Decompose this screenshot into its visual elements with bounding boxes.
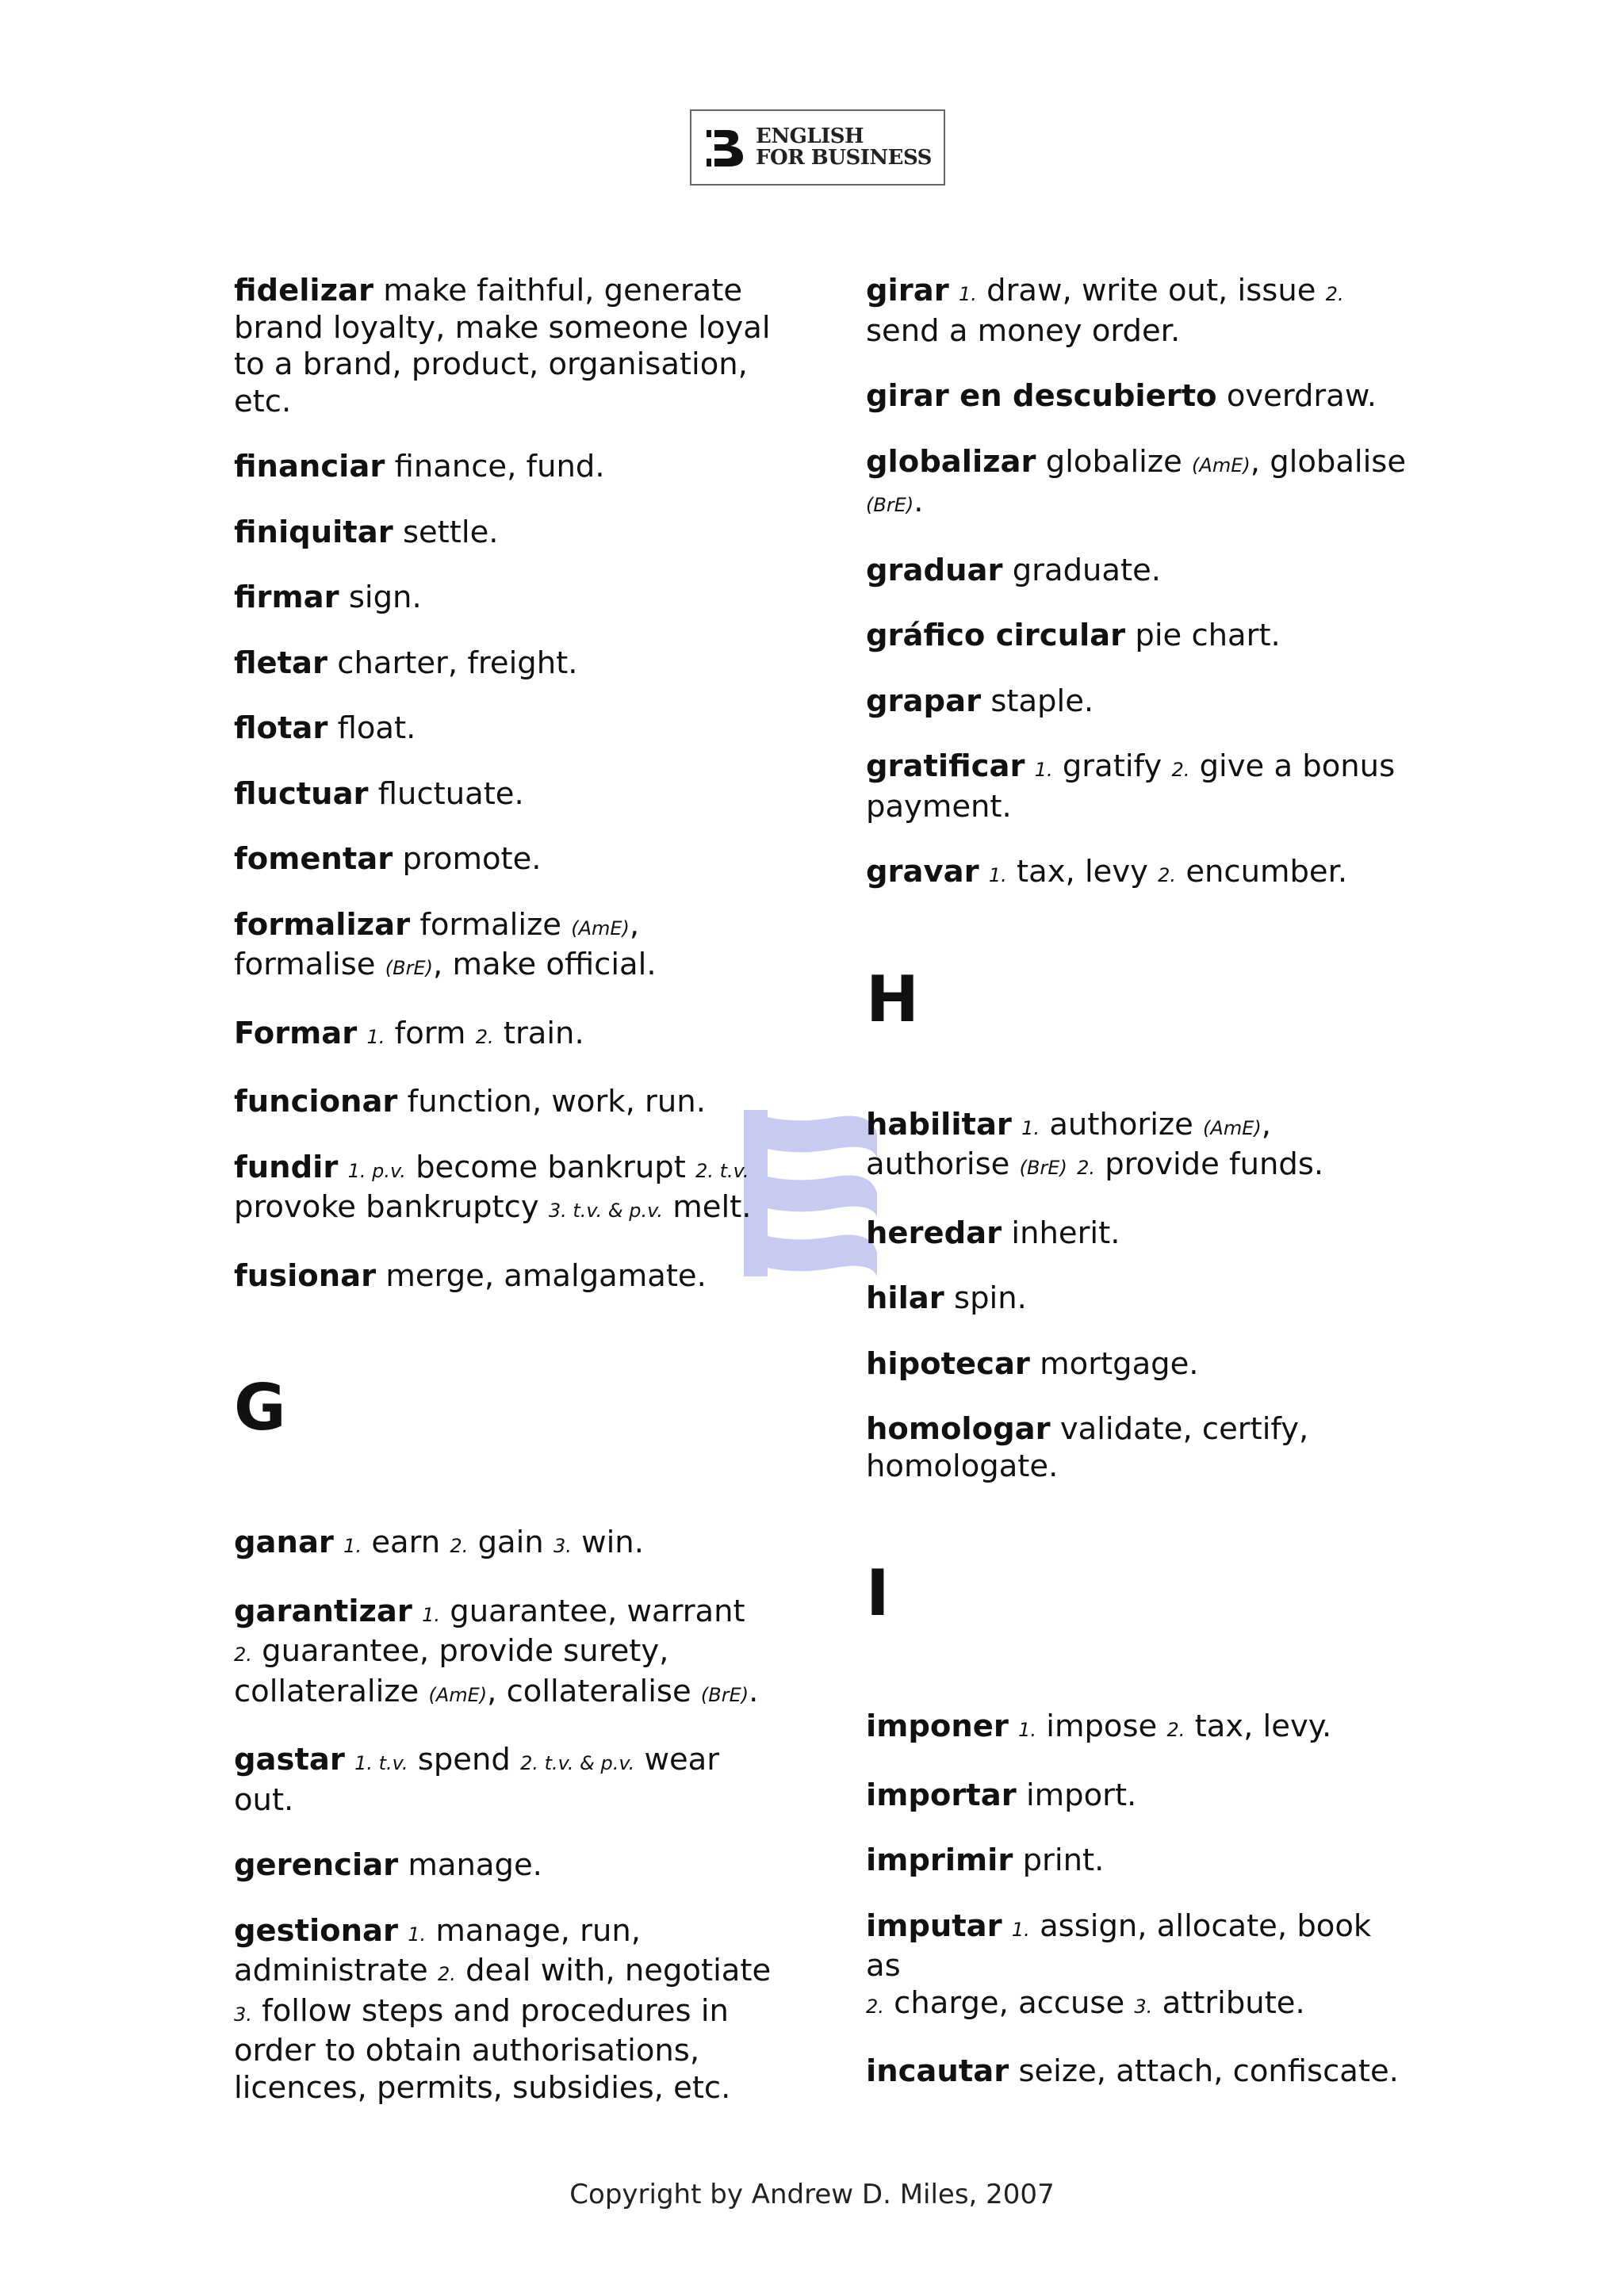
dictionary-entry	[866, 273, 1413, 350]
headword: fomentar	[234, 841, 393, 877]
dictionary-entry	[866, 1843, 1413, 1880]
dictionary-entry	[866, 1215, 1413, 1253]
translation: print.	[1022, 1843, 1105, 1878]
usage-note: (AmE)	[428, 1683, 488, 1706]
translation: spin.	[954, 1280, 1027, 1316]
sense-number: 2.	[1158, 864, 1177, 886]
sense-number: 2.	[234, 1644, 252, 1666]
translation: gratify	[1062, 748, 1162, 784]
dictionary-entry	[866, 1908, 1413, 2026]
translation: seize, attach, confiscate.	[1018, 2053, 1399, 2089]
headword: gratificar	[866, 748, 1025, 784]
usage-note: (BrE)	[1019, 1157, 1067, 1179]
dictionary-entry	[234, 645, 781, 683]
translation: authorize	[1049, 1106, 1193, 1142]
dictionary-entry	[234, 1913, 781, 2107]
translation: follow steps and procedures in order to obtain authorisations, licences, permits, subsidies, etc.	[234, 1992, 731, 2106]
sense-number: 1.	[422, 1603, 441, 1626]
headword: gravar	[866, 854, 979, 890]
dictionary-entry	[866, 1107, 1413, 1187]
translation: provide funds.	[1105, 1146, 1324, 1182]
sense-number: 3.	[1134, 1995, 1153, 2018]
headword: hilar	[866, 1280, 944, 1316]
sense-number: 2. t.v. & p.v.	[520, 1752, 635, 1774]
translation: become bankrupt	[416, 1149, 686, 1185]
dictionary-entry	[234, 1084, 781, 1121]
headword: gerenciar	[234, 1847, 399, 1883]
sense-number: 1.	[366, 1025, 385, 1048]
dictionary-entry	[234, 776, 781, 813]
logo-line-1: ENGLISH	[756, 124, 864, 148]
logo-line-2: FOR BUSINESS	[756, 146, 932, 170]
headword: homologar	[866, 1411, 1051, 1447]
sense-number: 1.	[988, 864, 1007, 886]
sense-number: 3.	[234, 2003, 252, 2026]
translation: mortgage.	[1040, 1345, 1199, 1382]
translation: wear out.	[234, 1742, 720, 1818]
section-letter-g: G	[234, 1371, 286, 1445]
sense-number: 1.	[1011, 1918, 1030, 1941]
translation: merge, amalgamate.	[385, 1257, 707, 1294]
headword: gestionar	[234, 1912, 399, 1949]
headword: finiquitar	[234, 514, 393, 550]
translation: win.	[581, 1525, 644, 1560]
eb-logo-icon	[703, 125, 748, 170]
translation: guarantee, warrant	[450, 1593, 745, 1629]
dictionary-entry	[234, 1525, 781, 1565]
translation: gain	[477, 1525, 544, 1560]
sense-number: 2.	[1171, 759, 1190, 781]
sense-number: 2.	[1166, 1719, 1185, 1741]
sense-number: 1.	[1018, 1719, 1036, 1741]
section-letter-i: I	[866, 1556, 890, 1630]
sense-number: 2.	[475, 1025, 494, 1048]
translation: send a money order.	[866, 312, 1181, 349]
translation: assign, allocate, book as	[866, 1908, 1372, 1984]
logo-wordmark	[756, 126, 932, 169]
headword: globalizar	[866, 443, 1036, 480]
dictionary-entry	[866, 1777, 1413, 1815]
sense-number: 2.	[1077, 1157, 1095, 1179]
dictionary-entry	[234, 1150, 781, 1230]
usage-note: (BrE)	[700, 1683, 749, 1706]
translation: give a bonus payment.	[866, 748, 1396, 825]
headword: importar	[866, 1777, 1017, 1813]
dictionary-entry	[234, 273, 781, 420]
sense-number: 1.	[343, 1535, 362, 1557]
translation: overdraw.	[1226, 378, 1377, 414]
headword: gastar	[234, 1742, 345, 1777]
headword: garantizar	[234, 1593, 412, 1629]
sense-number: 3.	[553, 1535, 572, 1557]
translation: deal with, negotiate	[465, 1953, 772, 1988]
translation: , make official.	[432, 947, 657, 982]
usage-note: (AmE)	[1203, 1116, 1262, 1139]
sense-number: 2.	[1325, 283, 1344, 305]
translation: float.	[337, 710, 416, 746]
sense-number: 3. t.v. & p.v.	[548, 1200, 664, 1222]
translation: train.	[503, 1015, 584, 1051]
translation: staple.	[990, 683, 1094, 719]
publisher-logo	[690, 109, 945, 186]
translation: formalize	[419, 906, 561, 943]
translation: , globalise	[1250, 443, 1407, 480]
dictionary-entry	[866, 1346, 1413, 1383]
headword: habilitar	[866, 1106, 1012, 1142]
translation: finance, fund.	[394, 449, 605, 484]
dictionary-entry	[234, 1016, 781, 1056]
translation: promote.	[402, 841, 542, 877]
dictionary-entry	[866, 748, 1413, 825]
copyright-footer: Copyright by Andrew D. Miles, 2007	[569, 2179, 1055, 2210]
translation: tax, levy.	[1194, 1709, 1332, 1744]
translation: manage.	[408, 1847, 542, 1883]
headword: incautar	[866, 2053, 1009, 2089]
translation: globalize	[1045, 443, 1182, 480]
headword: fidelizar	[234, 273, 373, 308]
translation: earn	[371, 1525, 441, 1560]
right-column	[866, 273, 1413, 2119]
usage-note: (AmE)	[571, 916, 630, 939]
dictionary-entry	[234, 841, 781, 878]
sense-number: 2.	[866, 1995, 884, 2018]
dictionary-entry	[234, 1847, 781, 1885]
dictionary-entry	[234, 449, 781, 486]
headword: firmar	[234, 580, 339, 615]
dictionary-entry	[866, 854, 1413, 894]
headword: ganar	[234, 1525, 334, 1560]
headword: imprimir	[866, 1843, 1013, 1878]
usage-note: (BrE)	[866, 494, 914, 516]
translation: provoke bankruptcy	[234, 1189, 539, 1225]
sense-number: 2.	[450, 1535, 469, 1557]
headword: girar en descubierto	[866, 378, 1217, 414]
translation: , formalise	[234, 906, 640, 982]
dictionary-entry	[234, 710, 781, 748]
headword: flotar	[234, 710, 328, 746]
sense-number: 2. t.v.	[695, 1159, 749, 1182]
dictionary-entry	[866, 2053, 1413, 2091]
dictionary-entry	[234, 907, 781, 987]
headword: financiar	[234, 449, 385, 484]
translation: charge, accuse	[894, 1984, 1125, 2021]
translation: settle.	[402, 514, 499, 550]
translation: pie chart.	[1135, 618, 1281, 653]
usage-note: (AmE)	[1192, 453, 1251, 476]
headword: fusionar	[234, 1257, 377, 1294]
translation: encumber.	[1185, 854, 1348, 890]
translation: sign.	[348, 580, 422, 615]
translation: guarantee, provide surety, collateralize	[234, 1633, 669, 1709]
sense-number: 1.	[408, 1923, 427, 1946]
dictionary-entry	[234, 1742, 781, 1819]
dictionary-entry	[234, 580, 781, 617]
sense-number: 1.	[1021, 1116, 1040, 1139]
section-letter-h: H	[866, 962, 919, 1036]
translation: function, work, run.	[407, 1084, 706, 1119]
headword: imponer	[866, 1709, 1009, 1744]
sense-number: 1.	[1034, 759, 1053, 781]
headword: heredar	[866, 1215, 1002, 1251]
dictionary-entry	[234, 1594, 781, 1714]
usage-note: (BrE)	[385, 957, 433, 979]
translation: validate, certify, homologate.	[866, 1411, 1309, 1484]
translation: impose	[1046, 1709, 1158, 1744]
sense-number: 1. p.v.	[347, 1159, 406, 1182]
dictionary-entry	[866, 1411, 1413, 1485]
translation: , authorise	[866, 1106, 1271, 1182]
dictionary-entry	[866, 378, 1413, 415]
translation: melt.	[672, 1189, 752, 1225]
translation: .	[749, 1673, 759, 1709]
sense-number: 1.	[958, 283, 977, 305]
headword: girar	[866, 273, 949, 308]
dictionary-entry	[866, 683, 1413, 721]
translation: import.	[1025, 1777, 1137, 1813]
translation: manage, run, administrate	[234, 1912, 641, 1988]
headword: fundir	[234, 1149, 339, 1185]
translation: draw, write out, issue	[986, 273, 1316, 308]
headword: fluctuar	[234, 775, 369, 812]
dictionary-entry	[866, 553, 1413, 590]
translation: inherit.	[1011, 1215, 1120, 1251]
dictionary-entry	[866, 1709, 1413, 1749]
translation: attribute.	[1162, 1984, 1305, 2021]
headword: fletar	[234, 645, 328, 681]
headword: graduar	[866, 552, 1003, 588]
headword: gráfico circular	[866, 618, 1126, 653]
dictionary-entry	[866, 444, 1413, 524]
dictionary-entry	[234, 1258, 781, 1295]
sense-number: 2.	[437, 1963, 456, 1985]
headword: funcionar	[234, 1084, 398, 1119]
translation: .	[914, 484, 924, 519]
translation: spend	[417, 1742, 511, 1777]
sense-number: 1. t.v.	[354, 1752, 408, 1774]
translation: charter, freight.	[337, 645, 578, 681]
dictionary-entry	[866, 618, 1413, 655]
headword: hipotecar	[866, 1345, 1030, 1382]
translation: make faithful, generate brand loyalty, make someone loyal to a brand, product, organisation, etc.	[234, 273, 771, 419]
left-column	[234, 273, 781, 2135]
dictionary-entry	[234, 515, 781, 552]
headword: grapar	[866, 683, 982, 719]
headword: formalizar	[234, 906, 411, 943]
translation: fluctuate.	[377, 775, 524, 812]
translation: , collateralise	[487, 1673, 691, 1709]
translation: graduate.	[1012, 552, 1162, 588]
translation: form	[394, 1015, 466, 1051]
headword: imputar	[866, 1908, 1002, 1944]
translation: tax, levy	[1017, 854, 1148, 890]
headword: Formar	[234, 1015, 358, 1051]
dictionary-entry	[866, 1280, 1413, 1318]
